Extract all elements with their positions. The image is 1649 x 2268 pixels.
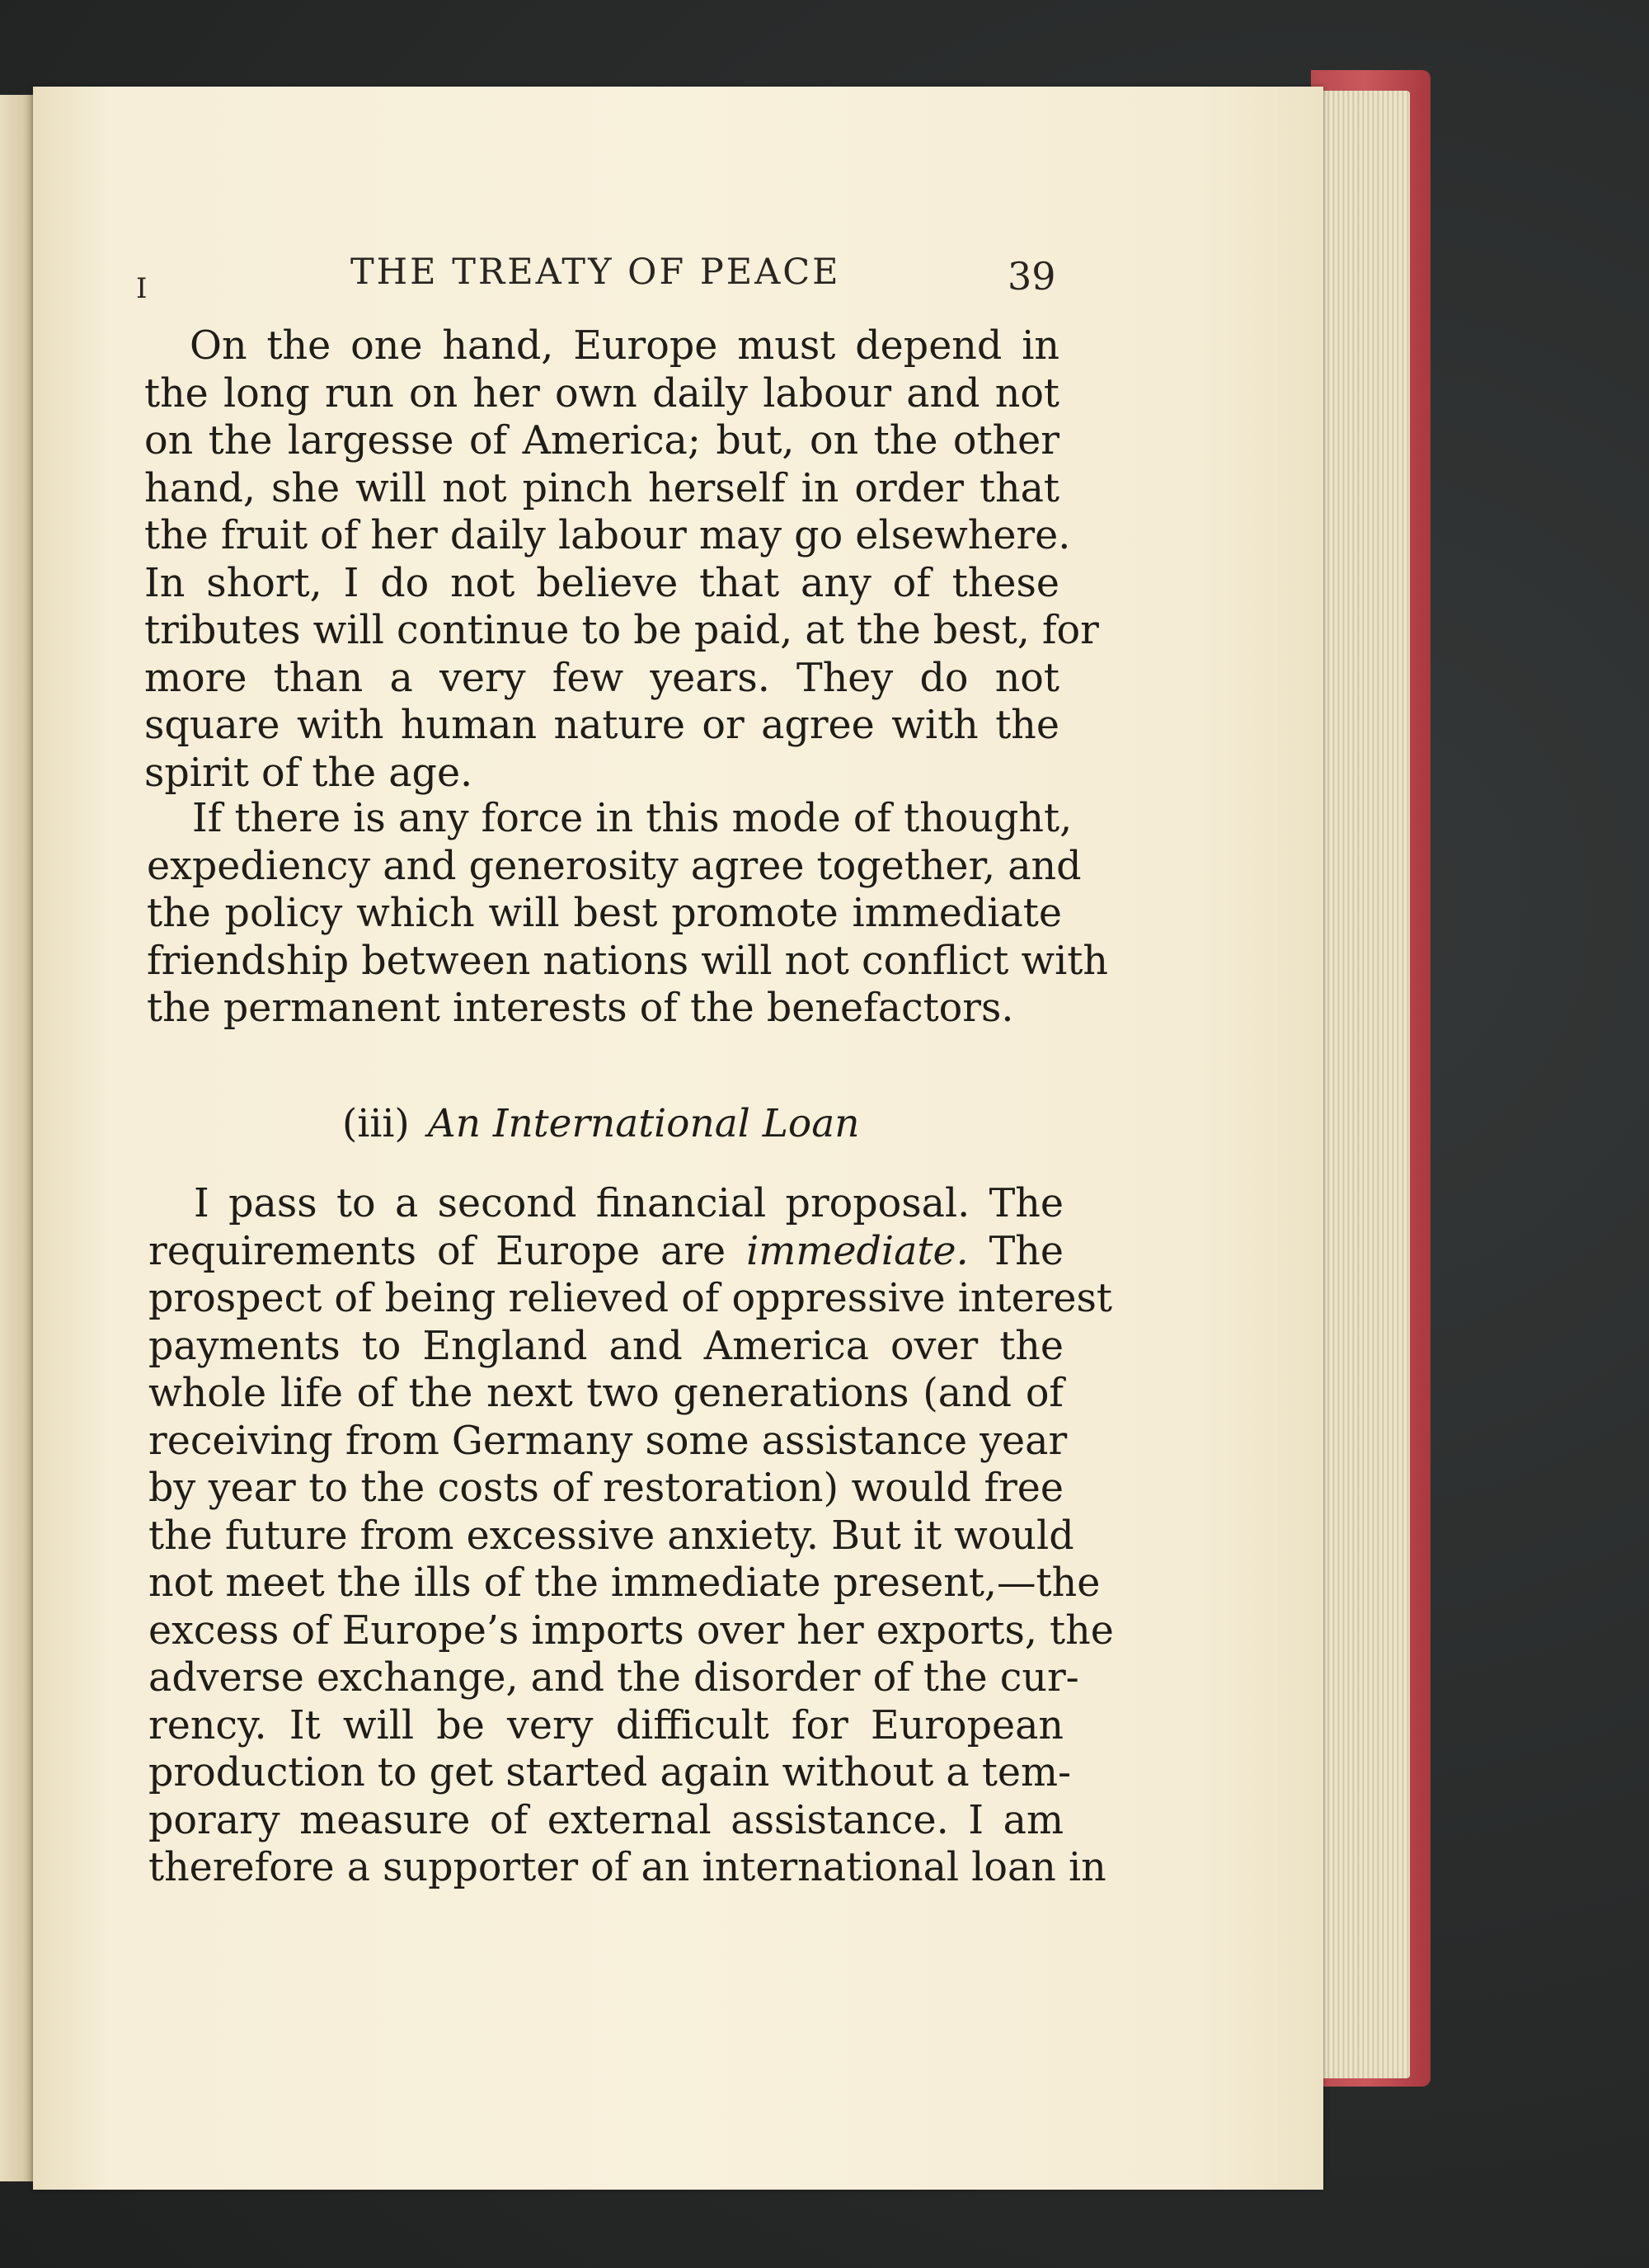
text-line: On the one hand, Europe must depend in bbox=[190, 323, 1059, 369]
text-line: the future from excessive anxiety. But it would bbox=[148, 1513, 1074, 1559]
text-line-with-emphasis bbox=[148, 1229, 1064, 1277]
text-line: porary measure of external assistance. I am bbox=[148, 1797, 1064, 1843]
section-number: (iii) bbox=[342, 1101, 410, 1146]
text-line: hand, she will not pinch herself in order that bbox=[144, 465, 1059, 511]
section-title: An International Loan bbox=[427, 1101, 860, 1146]
text-line: expediency and generosity agree together, and bbox=[147, 843, 1082, 889]
text-line: the fruit of her daily labour may go elsewhere. bbox=[144, 513, 1071, 558]
page-number: 39 bbox=[1008, 254, 1056, 299]
text-line: tributes will continue to be paid, at the best, for bbox=[144, 608, 1099, 653]
text-line: I pass to a second financial proposal. The bbox=[194, 1181, 1064, 1226]
text-line: payments to England and America over the bbox=[148, 1323, 1064, 1369]
text-line: receiving from Germany some assistance year bbox=[148, 1418, 1068, 1464]
text-line: spirit of the age. bbox=[144, 750, 473, 796]
text-line: on the largesse of America; but, on the other bbox=[144, 418, 1059, 463]
text-line: production to get started again without a tem- bbox=[148, 1750, 1072, 1795]
section-heading bbox=[342, 1101, 860, 1146]
emphasized-word: immediate. bbox=[746, 1228, 969, 1274]
text-line: In short, I do not believe that any of these bbox=[144, 560, 1059, 606]
text-line: adverse exchange, and the disorder of the cur- bbox=[148, 1655, 1079, 1701]
chapter-number: I bbox=[136, 272, 148, 305]
text-line: prospect of being relieved of oppressive interest bbox=[148, 1276, 1112, 1321]
text-line: more than a very few years. They do not bbox=[144, 655, 1059, 701]
text-line: If there is any force in this mode of thought, bbox=[192, 796, 1073, 841]
text-line: friendship between nations will not conflict with bbox=[147, 938, 1108, 984]
text-line: square with human nature or agree with the bbox=[144, 703, 1059, 748]
text-line: not meet the ills of the immediate present,—the bbox=[148, 1560, 1101, 1606]
running-title: THE TREATY OF PEACE bbox=[350, 252, 841, 293]
text-line: the long run on her own daily labour and not bbox=[144, 370, 1059, 416]
text-line: the permanent interests of the benefactors. bbox=[147, 986, 1014, 1031]
text-segment: requirements of Europe are bbox=[148, 1228, 726, 1274]
text-line: rency. It will be very difficult for European bbox=[148, 1702, 1064, 1748]
text-line: excess of Europe’s imports over her exports, the bbox=[148, 1607, 1114, 1654]
text-line: by year to the costs of restoration) would free bbox=[148, 1466, 1064, 1511]
text-line: therefore a supporter of an international loan in bbox=[148, 1845, 1106, 1890]
text-segment: The bbox=[989, 1228, 1064, 1274]
text-line: whole life of the next two generations (and of bbox=[148, 1371, 1064, 1416]
text-line: the policy which will best promote immediate bbox=[147, 891, 1062, 936]
